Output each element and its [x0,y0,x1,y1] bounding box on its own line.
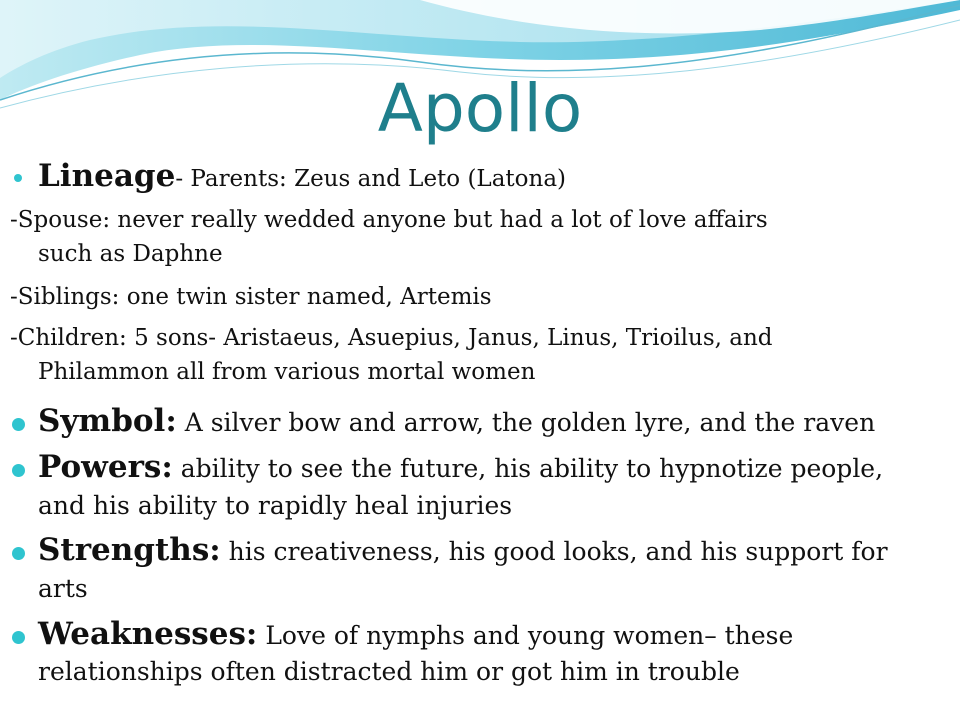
weaknesses-heading: Weaknesses: [38,616,258,652]
powers-line-1 [38,449,883,485]
lineage-line [38,158,566,194]
slide-title: Apollo [377,70,583,147]
bullet-icon [14,174,22,182]
powers-heading: Powers: [38,449,173,485]
spouse-line-2: such as Daphne [38,241,223,267]
weaknesses-line-1 [38,616,793,652]
lineage-heading: Lineage [38,158,176,194]
weaknesses-text-1: Love of nymphs and young women– these [257,621,794,650]
strengths-heading: Strengths: [38,532,221,568]
spouse-line-1: -Spouse: never really wedded anyone but had a lot of love affairs [10,207,768,233]
bullet-icon [12,547,25,560]
symbol-line [38,403,875,439]
weaknesses-line-2: relationships often distracted him or got him in trouble [38,657,740,686]
lineage-text: - Parents: Zeus and Leto (Latona) [175,166,567,192]
powers-line-2: and his ability to rapidly heal injuries [38,491,513,520]
strengths-line-2: arts [38,574,88,603]
strengths-text-1: his creativeness, his good looks, and his support for [220,537,888,566]
siblings-line: -Siblings: one twin sister named, Artemis [10,284,492,310]
children-line-2: Philammon all from various mortal women [38,359,536,385]
symbol-text: A silver bow and arrow, the golden lyre, and the raven [176,408,876,437]
bullet-icon [12,464,25,477]
strengths-line-1 [38,532,888,568]
bullet-icon [12,631,25,644]
symbol-heading: Symbol: [38,403,177,439]
children-line-1: -Children: 5 sons- Aristaeus, Asuepius, Janus, Linus, Trioilus, and [10,325,773,351]
powers-text-1: ability to see the future, his ability to hypnotize people, [172,454,884,483]
bullet-icon [12,418,25,431]
